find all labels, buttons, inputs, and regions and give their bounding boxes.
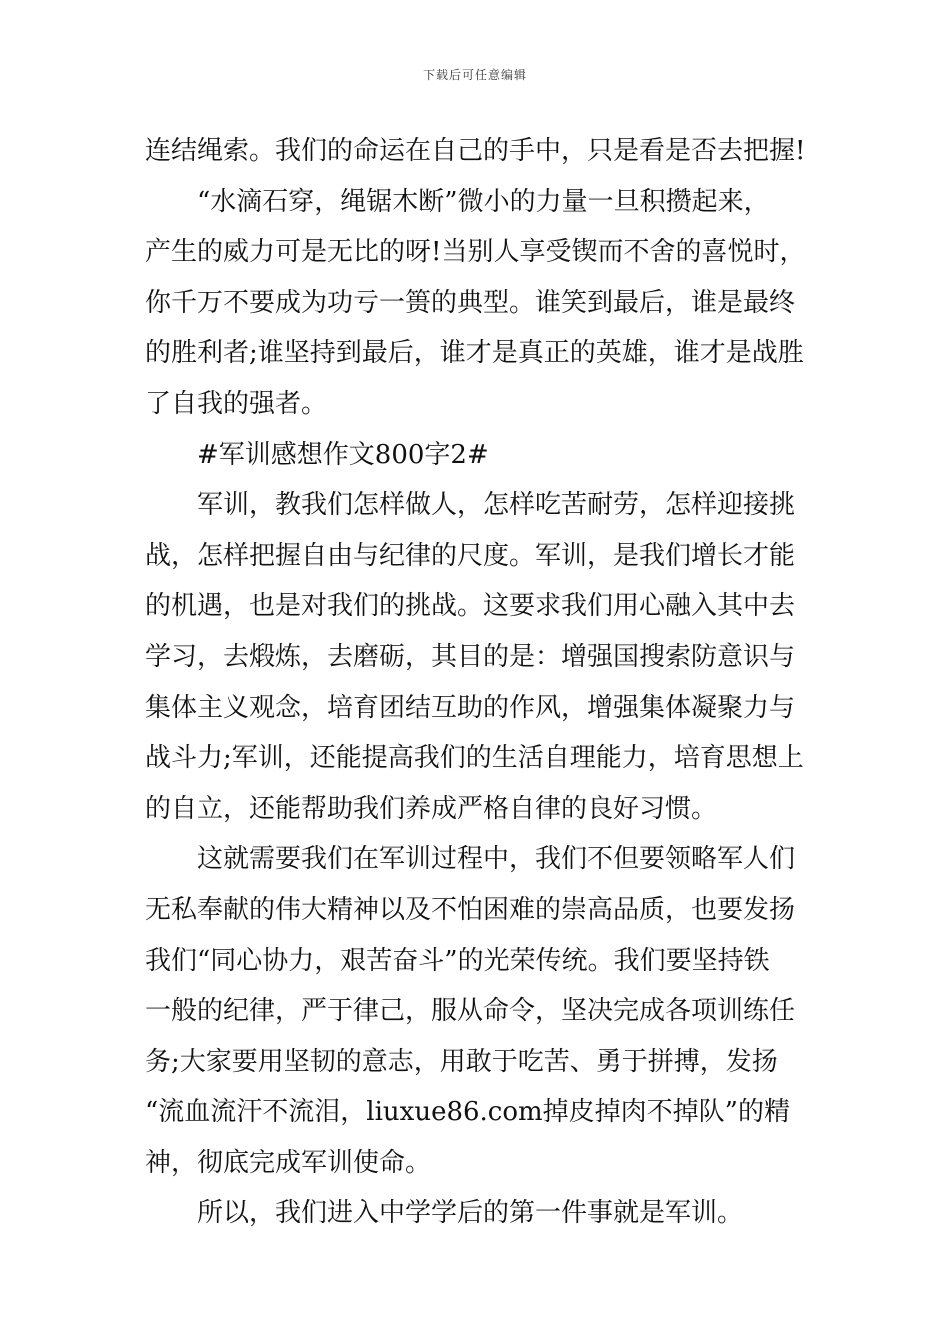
text-line: 这就需要我们在军训过程中，我们不但要领略军人们 xyxy=(197,844,796,875)
text-line: 连结绳索。我们的命运在自己的手中，只是看是否去把握! xyxy=(145,136,806,166)
text-line: 军训，教我们怎样做人，怎样吃苦耐劳，怎样迎接挑 xyxy=(197,490,796,521)
text-line: 一般的纪律，严于律己，服从命令，坚决完成各项训练任 xyxy=(145,996,796,1027)
text-line: 战斗力;军训，还能提高我们的生活自理能力，培育思想上 xyxy=(145,743,804,774)
text-line: 的自立，还能帮助我们养成严格自律的良好习惯。 xyxy=(145,793,718,824)
text-line: “流血流汗不流泪，liuxue86.com掉皮掉肉不掉队”的精 xyxy=(145,1097,790,1128)
text-line: 我们“同心协力，艰苦奋斗”的光荣传统。我们要坚持铁 xyxy=(145,945,770,976)
text-line: “水滴石穿，绳锯木断”微小的力量一旦积攒起来， xyxy=(197,186,770,217)
text-line: 了自我的强者。 xyxy=(145,388,328,419)
section-heading: #军训感想作文800字2# xyxy=(197,439,489,470)
text-line: 学习，去煅炼，去磨砺，其目的是：增强国搜索防意识与 xyxy=(145,641,796,672)
text-line: 战，怎样把握自由与纪律的尺度。军训，是我们增长才能 xyxy=(145,540,796,571)
text-line: 你千万不要成为功亏一篑的典型。谁笑到最后，谁是最终 xyxy=(145,287,796,318)
text-line: 无私奉献的伟大精神以及不怕困难的崇高品质，也要发扬 xyxy=(145,894,796,925)
text-line: 的胜利者;谁坚持到最后，谁才是真正的英雄，谁才是战胜 xyxy=(145,338,804,369)
text-line: 神，彻底完成军训使命。 xyxy=(145,1147,432,1178)
text-line: 所以，我们进入中学学后的第一件事就是军训。 xyxy=(197,1198,744,1229)
document-body xyxy=(145,126,810,1239)
text-line: 务;大家要用坚韧的意志，用敢于吃苦、勇于拼搏，发扬 xyxy=(145,1046,778,1077)
text-line: 产生的威力可是无比的呀!当别人享受锲而不舍的喜悦时， xyxy=(145,237,806,268)
page-header: 下载后可任意编辑 xyxy=(422,68,527,82)
text-line: 集体主义观念，培育团结互助的作风，增强集体凝聚力与 xyxy=(145,692,796,723)
text-line: 的机遇，也是对我们的挑战。这要求我们用心融入其中去 xyxy=(145,591,796,622)
